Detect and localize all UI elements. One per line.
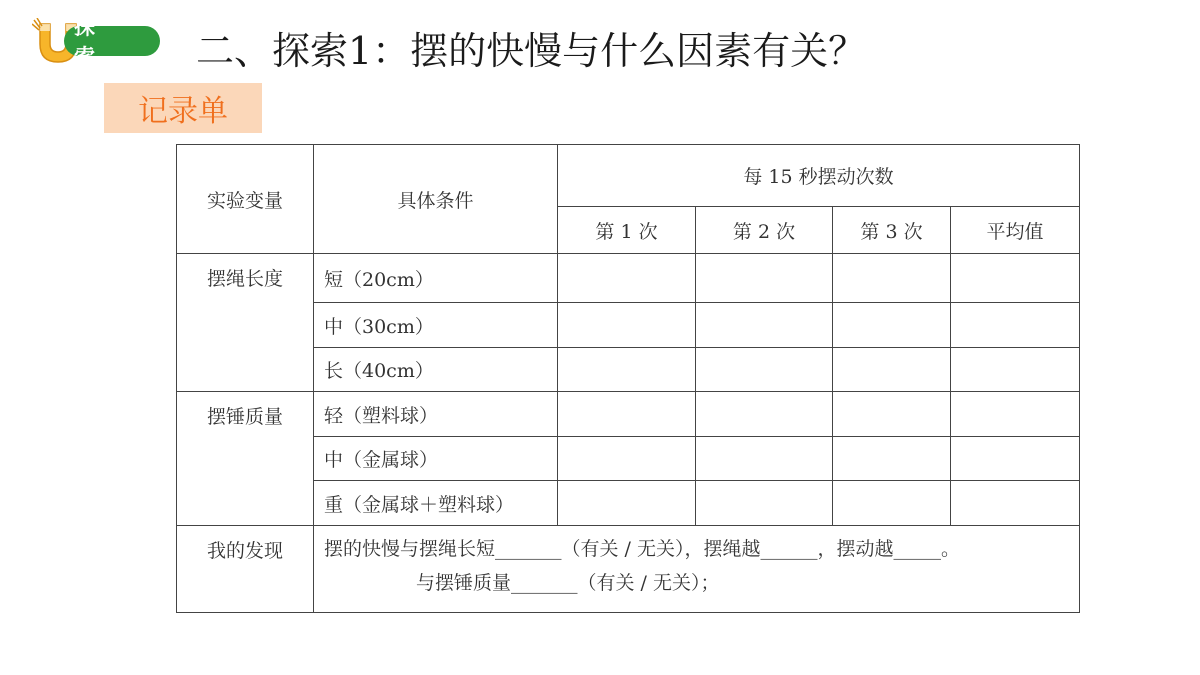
table-cell	[833, 437, 951, 481]
table-cell	[696, 254, 833, 303]
header-average: 平均值	[951, 207, 1080, 254]
explore-badge: 探 索	[64, 26, 160, 56]
table-cell	[696, 437, 833, 481]
table-cell	[951, 437, 1080, 481]
table-cell	[696, 348, 833, 392]
table-cell	[558, 392, 696, 437]
table-cell	[951, 254, 1080, 303]
table-cell	[833, 392, 951, 437]
header-condition: 具体条件	[314, 145, 558, 254]
variable-bob-mass: 摆锤质量	[177, 392, 314, 526]
table-cell	[558, 437, 696, 481]
table-cell	[558, 254, 696, 303]
table-cell	[558, 348, 696, 392]
record-sheet-tag: 记录单	[104, 83, 262, 133]
header-variable: 实验变量	[177, 145, 314, 254]
table-cell	[558, 481, 696, 526]
explore-logo	[32, 15, 164, 69]
table-cell	[951, 348, 1080, 392]
finding-cell	[314, 526, 1080, 613]
condition-medium-length: 中（30cm）	[314, 303, 558, 348]
condition-long: 长（40cm）	[314, 348, 558, 392]
condition-heavy: 重（金属球＋塑料球）	[314, 481, 558, 526]
table-cell	[951, 392, 1080, 437]
table-cell	[558, 303, 696, 348]
table-cell	[833, 348, 951, 392]
table-cell	[696, 481, 833, 526]
finding-line-2: 与摆锤质量_______（有关 / 无关）；	[416, 572, 720, 594]
table-cell	[833, 481, 951, 526]
condition-short: 短（20cm）	[314, 254, 558, 303]
table-cell	[951, 481, 1080, 526]
variable-rope-length: 摆绳长度	[177, 254, 314, 392]
table-cell	[696, 303, 833, 348]
table-cell	[696, 392, 833, 437]
finding-line-1: 摆的快慢与摆绳长短_______（有关 / 无关），摆绳越______，摆动越_____。	[324, 538, 960, 560]
header-trial-2: 第 2 次	[696, 207, 833, 254]
table-cell	[833, 254, 951, 303]
finding-label: 我的发现	[177, 526, 314, 613]
header-trial-1: 第 1 次	[558, 207, 696, 254]
condition-medium-mass: 中（金属球）	[314, 437, 558, 481]
page-title: 二、探索1：摆的快慢与什么因素有关？	[196, 29, 867, 73]
record-table	[176, 144, 1080, 613]
table-cell	[833, 303, 951, 348]
header-swing-count: 每 15 秒摆动次数	[558, 145, 1080, 207]
table-cell	[951, 303, 1080, 348]
condition-light: 轻（塑料球）	[314, 392, 558, 437]
header-trial-3: 第 3 次	[833, 207, 951, 254]
